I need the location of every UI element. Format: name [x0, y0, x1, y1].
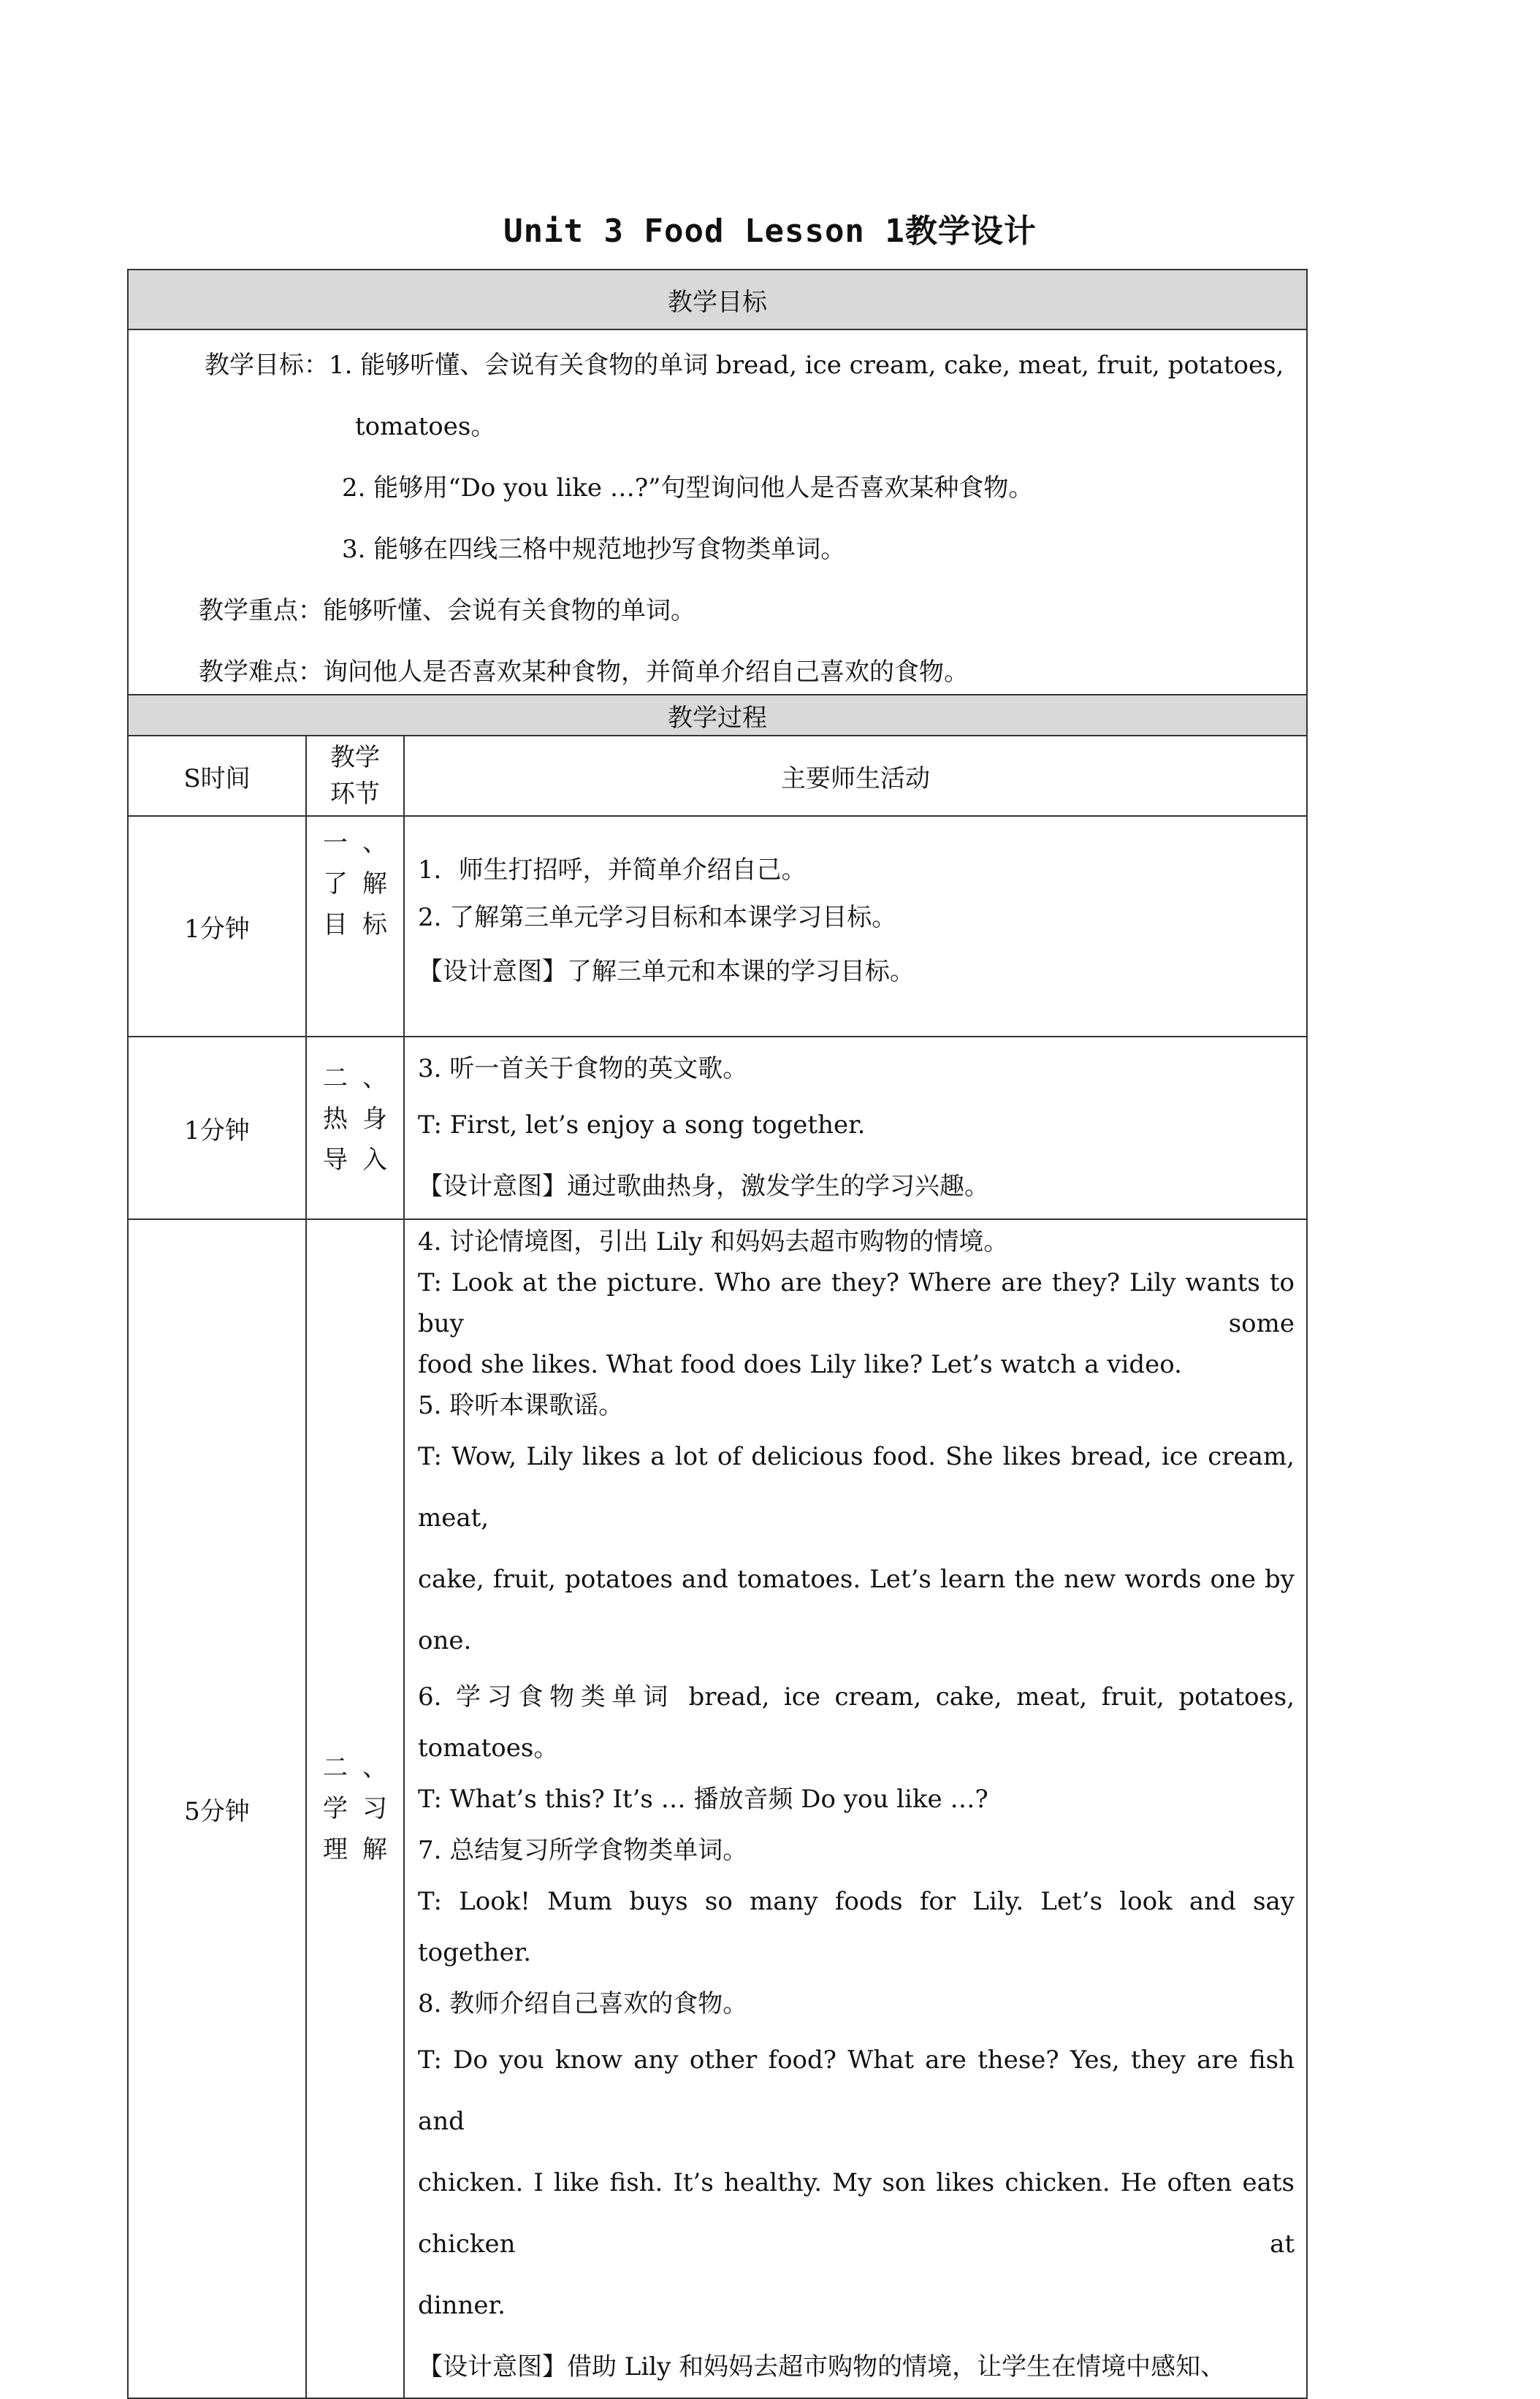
objective-3: 3. 能够在四线三格中规范地抄写食物类单词。	[342, 535, 846, 564]
objectives-label: 教学目标：	[205, 351, 329, 380]
objective-1: 1. 能够听懂、会说有关食物的单词 bread, ice cream, cake, meat, fruit, potatoes,	[329, 351, 1284, 380]
table-row	[128, 816, 1307, 1037]
objectives-header: 教学目标	[128, 270, 1307, 329]
time-cell: 1分钟	[128, 816, 306, 1037]
activities-cell: 1．师生打招呼，并简单介绍自己。 2. 了解第三单元学习目标和本课学习目标。 【设计意图】了解三单元和本课的学习目标。	[404, 816, 1307, 1037]
stage-cell: 一 、 了 解 目 标	[306, 816, 404, 1037]
objective-1-continued: tomatoes。	[355, 412, 496, 441]
difficulties: 教学难点：询问他人是否喜欢某种食物，并简单介绍自己喜欢的食物。	[199, 657, 969, 687]
objectives-cell	[128, 329, 1307, 695]
table-row	[128, 1219, 1307, 2398]
process-header: 教学过程	[128, 695, 1307, 736]
activities-cell: 4. 讨论情境图，引出 Lily 和妈妈去超市购物的情境。 T: Look at the picture. Who are they? Where are they? Lily wants to buy some food she likes. What food does Lily like? Let’s watch a video. 5. 聆听本课歌谣。 T: Wow, Lily likes a lot of delicious food. She likes bread, ice cream, meat, cake, fruit, potatoes and tomatoes. Let’s learn the new words one by one. 6. 学习食物类单词 bread, ice cream, cake, meat, fruit, potatoes, tomatoes。 T: What’s this? It’s … 播放音频 Do you like …? 7. 总结复习所学食物类单词。 T: Look! Mum buys so many foods for Lily. Let’s look and say together. 8. 教师介绍自己喜欢的食物。 T: Do you know any other food? What are these? Yes, they are fish and chicken. I like fish. It’s healthy. My son likes chicken. He often eats chicken at dinner. 【设计意图】借助 Lily 和妈妈去超市购物的情境，让学生在情境中感知、	[404, 1219, 1307, 2398]
stage-cell: 二 、 学 习 理 解	[306, 1219, 404, 2398]
key-points: 教学重点：能够听懂、会说有关食物的单词。	[199, 596, 695, 625]
stage-cell: 二 、 热 身 导 入	[306, 1037, 404, 1219]
time-cell: 5分钟	[128, 1219, 306, 2398]
document-title: Unit 3 Food Lesson 1教学设计	[503, 213, 1037, 250]
activities-cell: 3. 听一首关于食物的英文歌。 T: First, let’s enjoy a song together. 【设计意图】通过歌曲热身，激发学生的学习兴趣。	[404, 1037, 1307, 1219]
objective-2: 2. 能够用“Do you like …?”句型询问他人是否喜欢某种食物。	[342, 473, 1034, 503]
table-row	[128, 1037, 1307, 1219]
time-cell: 1分钟	[128, 1037, 306, 1219]
col-header-activities: 主要师生活动	[404, 736, 1307, 816]
lesson-plan-table	[127, 269, 1306, 2399]
col-header-time: S时间	[128, 736, 306, 816]
col-header-stage: 教学 环节	[306, 736, 404, 816]
